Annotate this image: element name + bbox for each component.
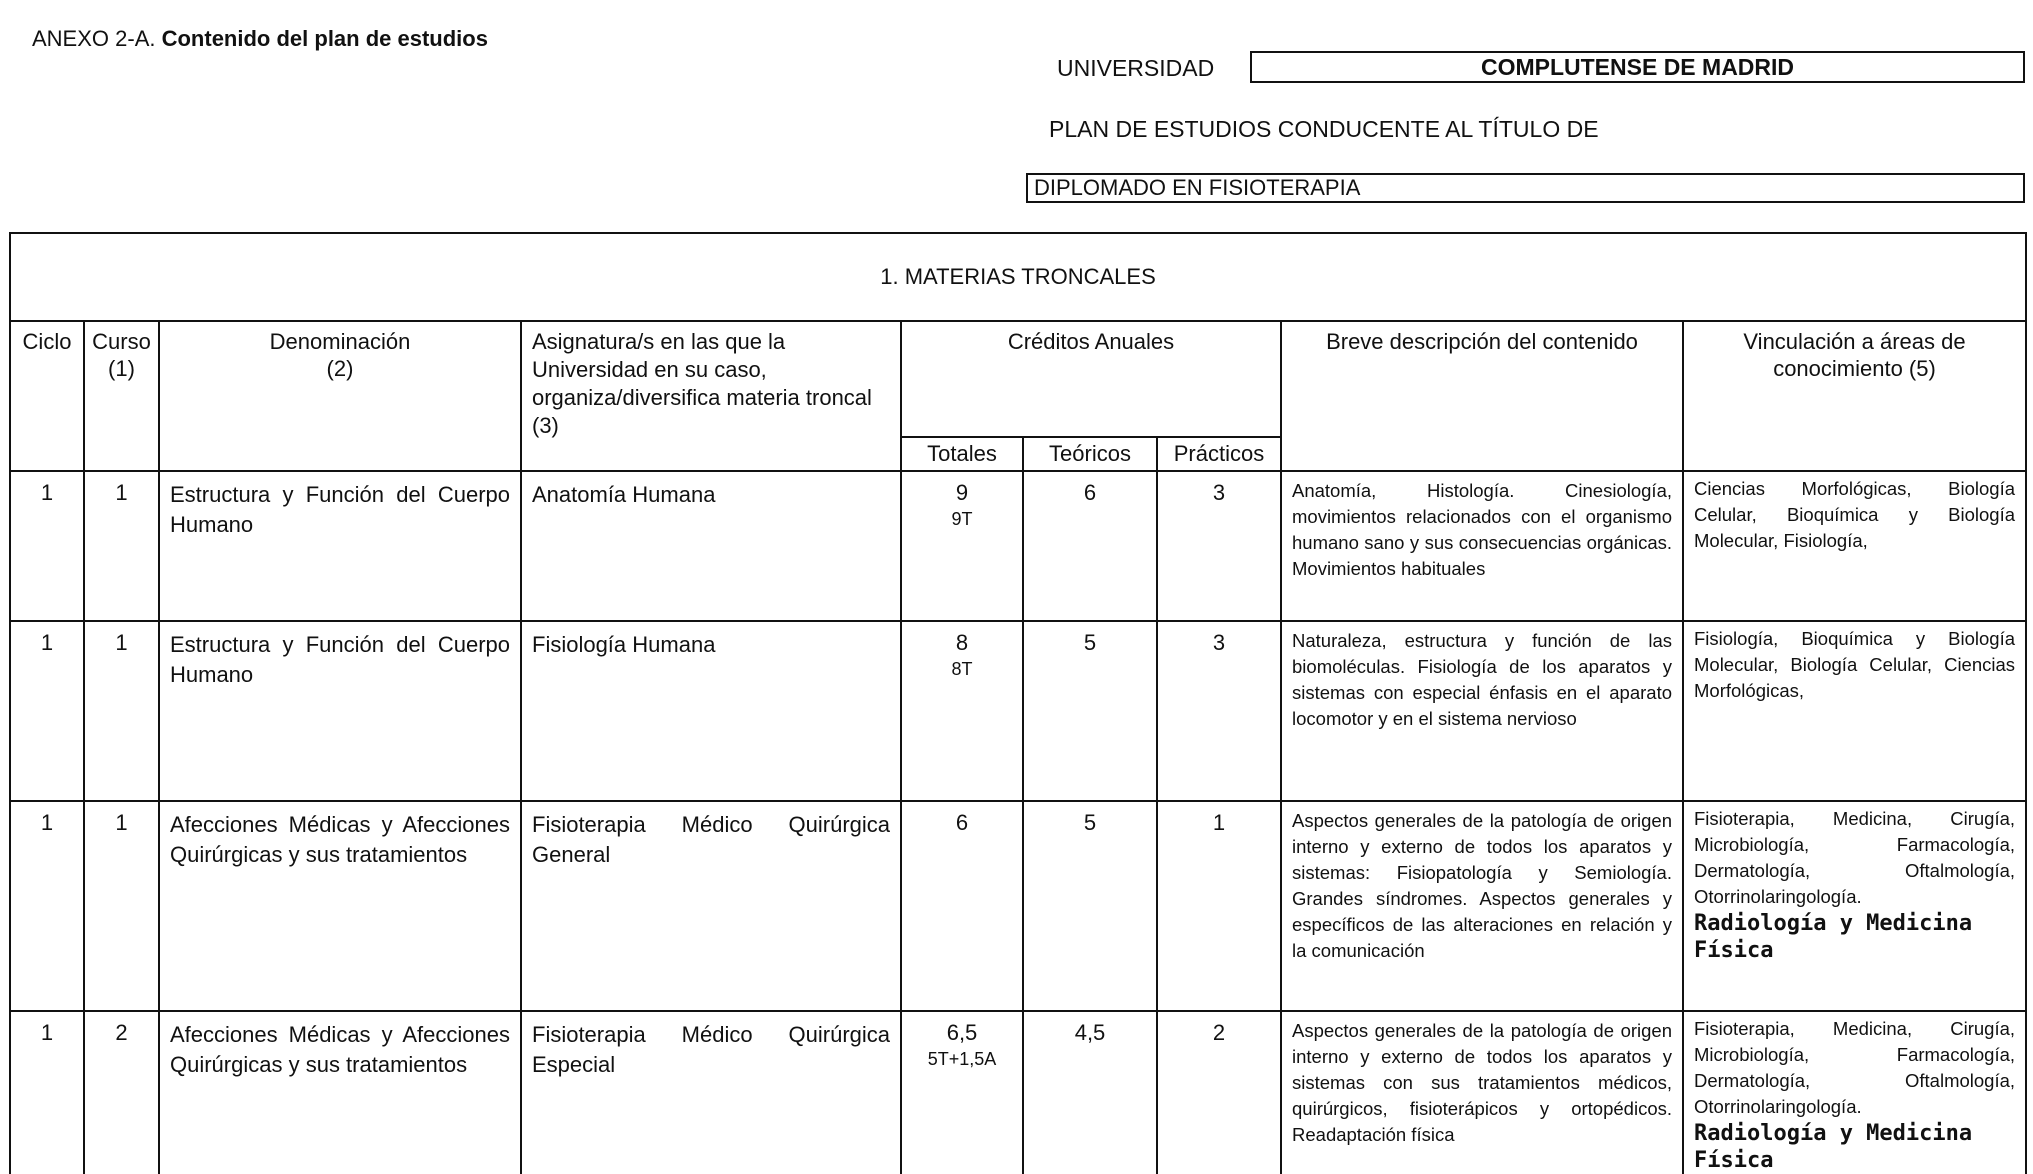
cell-asignatura: Anatomía Humana — [521, 471, 901, 621]
table-row — [10, 471, 2026, 621]
col-descripcion: Breve descripción del contenido — [1281, 321, 1683, 471]
plan-title: PLAN DE ESTUDIOS CONDUCENTE AL TÍTULO DE — [1049, 116, 1599, 142]
cell-vinculacion: Fisioterapia, Medicina, Cirugía, Microbiología, Farmacología, Dermatología, Oftalmología, Otorrinolaringología. Radiología y Medicina Física — [1683, 1011, 2026, 1174]
cell-asignatura: Fisiología Humana — [521, 621, 901, 801]
col-creditos: Créditos Anuales — [901, 321, 1281, 437]
col-teoricos: Teóricos — [1023, 437, 1157, 471]
cell-ciclo: 1 — [10, 621, 84, 801]
university-label: UNIVERSIDAD — [1057, 55, 1215, 81]
annex-prefix: ANEXO 2-A. — [32, 26, 156, 51]
cell-practicos: 2 — [1157, 1011, 1281, 1174]
col-denominacion: Denominación (2) — [159, 321, 521, 471]
curriculum-table — [9, 232, 2027, 1174]
col-asignatura: Asignatura/s en las que la Universidad en su caso, organiza/diversifica materia troncal (3) — [521, 321, 901, 471]
col-ciclo: Ciclo — [10, 321, 84, 471]
university-name-box: COMPLUTENSE DE MADRID — [1250, 51, 2025, 83]
cell-totales-sub: 5T+1,5A — [927, 1049, 997, 1069]
cell-descripcion: Aspectos generales de la patología de origen interno y externo de todos los aparatos y sistemas con sus tratamientos médicos, quirúrgicos, fisioterápicos y ortopédicos. Readaptación física — [1281, 1011, 1683, 1174]
cell-curso: 1 — [84, 801, 159, 1011]
cell-ciclo: 1 — [10, 801, 84, 1011]
cell-practicos: 1 — [1157, 801, 1281, 1011]
cell-practicos: 3 — [1157, 471, 1281, 621]
table-row — [10, 801, 2026, 1011]
cell-curso: 1 — [84, 621, 159, 801]
cell-vinculacion-extra: Radiología y Medicina Física — [1694, 911, 1973, 963]
cell-denominacion: Afecciones Médicas y Afecciones Quirúrgicas y sus tratamientos — [159, 801, 521, 1011]
cell-denominacion: Afecciones Médicas y Afecciones Quirúrgicas y sus tratamientos — [159, 1011, 521, 1174]
cell-teoricos: 6 — [1023, 471, 1157, 621]
cell-descripcion: Aspectos generales de la patología de origen interno y externo de todos los aparatos y sistemas: Fisiopatología y Semiología. Grandes síndromes. Aspectos generales y específicos de las alteraciones en relación y la comunicación — [1281, 801, 1683, 1011]
cell-totales-sub: 8T — [951, 659, 973, 679]
col-practicos: Prácticos — [1157, 437, 1281, 471]
section-title: 1. MATERIAS TRONCALES — [10, 233, 2026, 321]
cell-practicos: 3 — [1157, 621, 1281, 801]
cell-totales: 6 — [901, 801, 1023, 1011]
table-row — [10, 621, 2026, 801]
cell-asignatura: Fisioterapia Médico Quirúrgica General — [521, 801, 901, 1011]
col-totales: Totales — [901, 437, 1023, 471]
cell-ciclo: 1 — [10, 471, 84, 621]
cell-curso: 1 — [84, 471, 159, 621]
cell-vinculacion-extra: Radiología y Medicina Física — [1694, 1121, 1973, 1173]
cell-teoricos: 4,5 — [1023, 1011, 1157, 1174]
degree-box: DIPLOMADO EN FISIOTERAPIA — [1026, 173, 2025, 203]
cell-teoricos: 5 — [1023, 621, 1157, 801]
annex-heading — [32, 26, 488, 52]
cell-curso: 2 — [84, 1011, 159, 1174]
cell-vinculacion: Ciencias Morfológicas, Biología Celular, Bioquímica y Biología Molecular, Fisiología, — [1683, 471, 2026, 621]
col-curso: Curso (1) — [84, 321, 159, 471]
cell-vinculacion: Fisioterapia, Medicina, Cirugía, Microbiología, Farmacología, Dermatología, Oftalmología, Otorrinolaringología. Radiología y Medicina Física — [1683, 801, 2026, 1011]
cell-totales: 9 9T — [901, 471, 1023, 621]
cell-denominacion: Estructura y Función del Cuerpo Humano — [159, 471, 521, 621]
cell-descripcion: Anatomía, Histología. Cinesiología, movimientos relacionados con el organismo humano sano y sus consecuencias orgánicas. Movimientos habituales — [1281, 471, 1683, 621]
cell-asignatura: Fisioterapia Médico Quirúrgica Especial — [521, 1011, 901, 1174]
cell-descripcion: Naturaleza, estructura y función de las biomoléculas. Fisiología de los aparatos y sistemas con especial énfasis en el aparato locomotor y en el sistema nervioso — [1281, 621, 1683, 801]
cell-totales-sub: 9T — [951, 509, 973, 529]
col-vinculacion: Vinculación a áreas de conocimiento (5) — [1683, 321, 2026, 471]
cell-denominacion: Estructura y Función del Cuerpo Humano — [159, 621, 521, 801]
annex-title: Contenido del plan de estudios — [161, 26, 488, 51]
cell-totales: 8 8T — [901, 621, 1023, 801]
cell-ciclo: 1 — [10, 1011, 84, 1174]
cell-totales: 6,5 5T+1,5A — [901, 1011, 1023, 1174]
table-row — [10, 1011, 2026, 1174]
cell-teoricos: 5 — [1023, 801, 1157, 1011]
cell-vinculacion: Fisiología, Bioquímica y Biología Molecular, Biología Celular, Ciencias Morfológicas, — [1683, 621, 2026, 801]
